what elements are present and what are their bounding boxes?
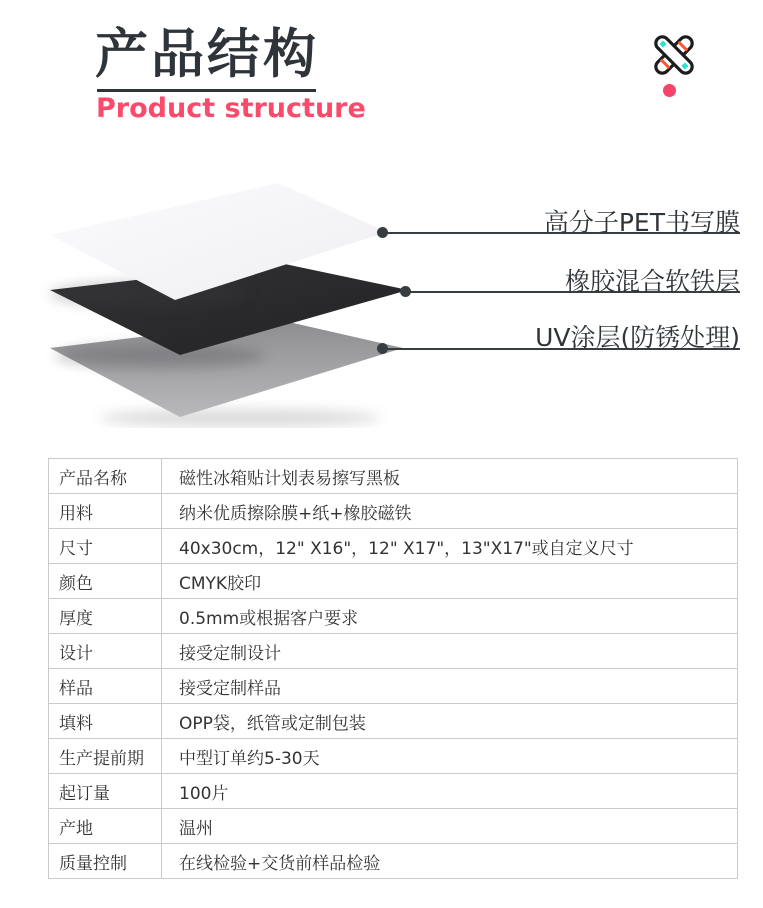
table-row xyxy=(49,739,738,774)
spec-value: 0.5mm或根据客户要求 xyxy=(162,599,738,634)
middle-layer-shadow xyxy=(55,344,265,368)
table-row xyxy=(49,564,738,599)
spec-value: 接受定制设计 xyxy=(162,634,738,669)
table-row xyxy=(49,704,738,739)
spec-value: 接受定制样品 xyxy=(162,669,738,704)
spec-label: 颜色 xyxy=(49,564,162,599)
base-shadow xyxy=(100,409,380,427)
spec-table xyxy=(48,458,738,879)
spec-value: 磁性冰箱贴计划表易擦写黑板 xyxy=(162,459,738,494)
spec-label: 生产提前期 xyxy=(49,739,162,774)
spec-value: 40x30cm，12" X16"，12" X17"，13"X17"或自定义尺寸 xyxy=(162,529,738,564)
table-row xyxy=(49,634,738,669)
table-row xyxy=(49,529,738,564)
spec-label: 设计 xyxy=(49,634,162,669)
spec-label: 产地 xyxy=(49,809,162,844)
layer-label-soft-iron: 橡胶混合软铁层 xyxy=(564,267,740,296)
spec-value: OPP袋，纸管或定制包装 xyxy=(162,704,738,739)
table-row xyxy=(49,669,738,704)
accent-dot xyxy=(663,84,676,97)
spec-value: 在线检验+交货前样品检验 xyxy=(162,844,738,879)
spec-label: 用料 xyxy=(49,494,162,529)
spec-value: CMYK胶印 xyxy=(162,564,738,599)
spec-value: 中型订单约5-30天 xyxy=(162,739,738,774)
spec-label: 产品名称 xyxy=(49,459,162,494)
layer-stack-diagram xyxy=(40,168,420,432)
layer-label-uv-coating: UV涂层(防锈处理) xyxy=(535,323,740,352)
spec-value: 100片 xyxy=(162,774,738,809)
page-title: 产品结构 xyxy=(95,24,319,85)
title-underline xyxy=(97,89,316,92)
spec-label: 质量控制 xyxy=(49,844,162,879)
table-row xyxy=(49,599,738,634)
spec-label: 填料 xyxy=(49,704,162,739)
table-row xyxy=(49,494,738,529)
table-row xyxy=(49,774,738,809)
table-row xyxy=(49,844,738,879)
spec-label: 起订量 xyxy=(49,774,162,809)
spec-label: 样品 xyxy=(49,669,162,704)
spec-value: 纳米优质擦除膜+纸+橡胶磁铁 xyxy=(162,494,738,529)
spec-label: 厚度 xyxy=(49,599,162,634)
layer-label-pet-film: 高分子PET书写膜 xyxy=(543,208,740,237)
spec-label: 尺寸 xyxy=(49,529,162,564)
crossed-bandage-icon xyxy=(648,30,700,84)
spec-value: 温州 xyxy=(162,809,738,844)
page-subtitle: Product structure xyxy=(96,93,366,124)
table-row xyxy=(49,809,738,844)
table-row xyxy=(49,459,738,494)
